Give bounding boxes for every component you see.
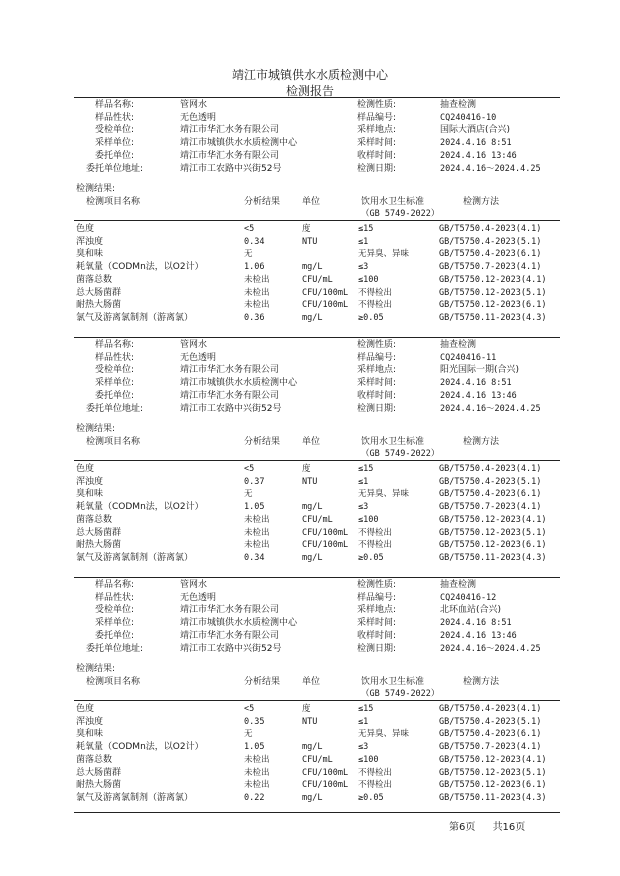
- cell-item: 臭和味: [76, 249, 104, 260]
- client-unit-value: 靖江市华汇水务有限公司: [180, 125, 280, 136]
- client-unit-value: 靖江市华汇水务有限公司: [180, 605, 280, 616]
- cell-item: 氯气及游离氯制剂（游离氯）: [76, 312, 194, 323]
- col-item-header: 检测项目名称: [86, 197, 141, 207]
- cell-item: 菌落总数: [76, 274, 113, 285]
- entrust-unit-label: 委托单位:: [95, 630, 135, 641]
- col-item-header: 检测项目名称: [86, 437, 141, 447]
- cell-item: 耗氧量（CODMn法，以O2计）: [76, 262, 204, 273]
- col-standard-ref: （GB 5749-2022）: [361, 689, 440, 699]
- test-nature-label: 检测性质:: [357, 340, 397, 350]
- cell-unit: CFU/100mL: [302, 540, 349, 551]
- cell-standard: ≤1: [358, 236, 369, 247]
- cell-result: 1.06: [244, 262, 265, 273]
- sampling-unit-label: 采样单位:: [95, 378, 135, 389]
- cell-standard: 不得检出: [358, 540, 393, 551]
- cell-method: GB/T5750.12-2023(4.1): [439, 754, 547, 765]
- cell-result: 0.37: [244, 476, 265, 487]
- cell-item: 耗氧量（CODMn法，以O2计）: [76, 502, 204, 513]
- receive-time-value: 2024.4.16 13:46: [440, 630, 517, 641]
- test-date-value: 2024.4.16～2024.4.25: [440, 403, 541, 414]
- page-total: 共16页: [492, 822, 526, 833]
- sampling-time-label: 采样时间:: [357, 378, 397, 389]
- cell-method: GB/T5750.12-2023(5.1): [439, 767, 547, 778]
- col-standard-ref: （GB 5749-2022）: [361, 449, 440, 459]
- cell-standard: ≤100: [358, 514, 379, 525]
- col-result-header: 分析结果: [244, 677, 281, 687]
- sampling-unit-label: 采样单位:: [95, 138, 135, 149]
- cell-standard: 不得检出: [358, 767, 393, 778]
- sample-no-label: 样品编号:: [357, 592, 397, 603]
- test-nature-label: 检测性质:: [357, 580, 397, 590]
- cell-unit: CFU/100mL: [302, 527, 349, 538]
- cell-result: <5: [244, 224, 255, 234]
- cell-unit: CFU/mL: [302, 754, 333, 765]
- cell-result: 未检出: [244, 527, 270, 538]
- col-standard-header: 饮用水卫生标准: [361, 677, 425, 687]
- sampling-unit-value: 靖江市城镇供水水质检测中心: [180, 138, 298, 149]
- col-method-header: 检测方法: [463, 677, 500, 687]
- sampling-unit-value: 靖江市城镇供水水质检测中心: [180, 378, 298, 389]
- col-standard-ref: （GB 5749-2022）: [361, 209, 440, 219]
- sampling-time-value: 2024.4.16 8:51: [440, 618, 512, 629]
- cell-result: <5: [244, 464, 255, 474]
- cell-unit: CFU/mL: [302, 274, 333, 285]
- cell-standard: ≤15: [358, 224, 374, 234]
- cell-standard: 无异臭、异味: [358, 489, 410, 500]
- receive-time-value: 2024.4.16 13:46: [440, 390, 517, 401]
- cell-standard: ≤15: [358, 704, 374, 714]
- sampling-unit-label: 采样单位:: [95, 618, 135, 629]
- cell-result: 未检出: [244, 300, 270, 311]
- cell-result: 0.35: [244, 716, 265, 727]
- cell-standard: 不得检出: [358, 780, 393, 791]
- cell-unit: 度: [302, 224, 311, 234]
- sample-no-label: 样品编号:: [357, 112, 397, 123]
- sampling-place-value: 阳光国际一期(合兴): [440, 365, 520, 376]
- cell-result: 无: [244, 249, 253, 260]
- cell-item: 氯气及游离氯制剂（游离氯）: [76, 792, 194, 803]
- sampling-place-value: 北环血站(合兴): [440, 605, 502, 616]
- cell-unit: mg/L: [302, 502, 323, 513]
- cell-method: GB/T5750.4-2023(5.1): [439, 236, 542, 247]
- entrust-unit-value: 靖江市华汇水务有限公司: [180, 630, 280, 641]
- receive-time-label: 收样时间:: [357, 150, 397, 161]
- cell-item: 耐热大肠菌: [76, 540, 122, 551]
- cell-method: GB/T5750.4-2023(6.1): [439, 489, 542, 500]
- col-method-header: 检测方法: [463, 437, 500, 447]
- sampling-place-label: 采样地点:: [357, 125, 397, 136]
- cell-result: 0.34: [244, 552, 265, 563]
- cell-item: 总大肠菌群: [76, 767, 122, 778]
- cell-result: 未检出: [244, 540, 270, 551]
- sampling-place-label: 采样地点:: [357, 605, 397, 616]
- cell-unit: mg/L: [302, 742, 323, 753]
- cell-method: GB/T5750.4-2023(6.1): [439, 249, 542, 260]
- col-unit-header: 单位: [302, 677, 321, 687]
- cell-item: 色度: [76, 464, 95, 474]
- cell-unit: mg/L: [302, 792, 323, 803]
- cell-item: 耐热大肠菌: [76, 300, 122, 311]
- table-header-rule: [74, 460, 560, 461]
- receive-time-label: 收样时间:: [357, 630, 397, 641]
- sample-name-value: 管网水: [180, 100, 208, 110]
- entrust-address-value: 靖江市工农路中兴街52号: [180, 643, 282, 654]
- cell-item: 耗氧量（CODMn法，以O2计）: [76, 742, 204, 753]
- cell-method: GB/T5750.12-2023(6.1): [439, 300, 547, 311]
- cell-result: 0.36: [244, 312, 265, 323]
- cell-unit: mg/L: [302, 312, 323, 323]
- cell-method: GB/T5750.7-2023(4.1): [439, 262, 542, 273]
- test-date-label: 检测日期:: [357, 403, 397, 414]
- entrust-unit-label: 委托单位:: [95, 390, 135, 401]
- cell-method: GB/T5750.11-2023(4.3): [439, 552, 547, 563]
- cell-result: 1.05: [244, 502, 265, 513]
- cell-item: 臭和味: [76, 489, 104, 500]
- test-nature-value: 抽查检测: [440, 580, 477, 590]
- cell-standard: 不得检出: [358, 287, 393, 298]
- test-date-label: 检测日期:: [357, 643, 397, 654]
- sample-name-label: 样品名称:: [95, 580, 135, 590]
- sampling-time-label: 采样时间:: [357, 138, 397, 149]
- col-method-header: 检测方法: [463, 197, 500, 207]
- section-top-rule: [74, 337, 560, 338]
- entrust-unit-value: 靖江市华汇水务有限公司: [180, 390, 280, 401]
- table-header-rule: [74, 220, 560, 221]
- entrust-unit-label: 委托单位:: [95, 150, 135, 161]
- cell-item: 菌落总数: [76, 754, 113, 765]
- cell-method: GB/T5750.12-2023(6.1): [439, 540, 547, 551]
- cell-unit: CFU/100mL: [302, 780, 349, 791]
- cell-standard: ≥0.05: [358, 312, 384, 323]
- cell-item: 总大肠菌群: [76, 527, 122, 538]
- entrust-address-value: 靖江市工农路中兴街52号: [180, 403, 282, 414]
- section-top-rule: [74, 97, 560, 98]
- cell-standard: ≤1: [358, 476, 369, 487]
- table-header-rule: [74, 700, 560, 701]
- cell-standard: ≥0.05: [358, 792, 384, 803]
- entrust-address-label: 委托单位地址:: [86, 403, 144, 414]
- cell-result: 1.05: [244, 742, 265, 753]
- cell-standard: ≤1: [358, 716, 369, 727]
- cell-result: 未检出: [244, 287, 270, 298]
- page-number: 第6页: [449, 822, 476, 833]
- sample-no-value: CQ240416-11: [440, 352, 497, 363]
- cell-result: 未检出: [244, 274, 270, 285]
- cell-method: GB/T5750.4-2023(5.1): [439, 716, 542, 727]
- entrust-unit-value: 靖江市华汇水务有限公司: [180, 150, 280, 161]
- sampling-unit-value: 靖江市城镇供水水质检测中心: [180, 618, 298, 629]
- test-nature-value: 抽查检测: [440, 340, 477, 350]
- receive-time-label: 收样时间:: [357, 390, 397, 401]
- section-top-rule: [74, 577, 560, 578]
- cell-standard: ≤100: [358, 274, 379, 285]
- test-date-value: 2024.4.16～2024.4.25: [440, 643, 541, 654]
- cell-result: 0.34: [244, 236, 265, 247]
- cell-method: GB/T5750.4-2023(6.1): [439, 729, 542, 740]
- cell-item: 色度: [76, 224, 95, 234]
- sample-trait-value: 无色透明: [180, 112, 217, 123]
- cell-method: GB/T5750.12-2023(5.1): [439, 527, 547, 538]
- client-unit-label: 受检单位:: [95, 125, 135, 136]
- cell-standard: 无异臭、异味: [358, 249, 410, 260]
- cell-standard: 不得检出: [358, 527, 393, 538]
- report-subtitle: 检测报告: [285, 84, 334, 98]
- cell-method: GB/T5750.12-2023(4.1): [439, 514, 547, 525]
- cell-method: GB/T5750.4-2023(5.1): [439, 476, 542, 487]
- cell-result: <5: [244, 704, 255, 714]
- sample-name-label: 样品名称:: [95, 100, 135, 110]
- cell-item: 菌落总数: [76, 514, 113, 525]
- sample-trait-value: 无色透明: [180, 592, 217, 603]
- cell-result: 未检出: [244, 780, 270, 791]
- cell-method: GB/T5750.4-2023(4.1): [439, 464, 542, 474]
- sample-name-label: 样品名称:: [95, 340, 135, 350]
- cell-item: 总大肠菌群: [76, 287, 122, 298]
- test-date-value: 2024.4.16～2024.4.25: [440, 163, 541, 174]
- cell-method: GB/T5750.11-2023(4.3): [439, 312, 547, 323]
- test-result-label: 检测结果:: [76, 184, 116, 194]
- test-date-label: 检测日期:: [357, 163, 397, 174]
- page-bottom-rule: [74, 812, 560, 813]
- sampling-time-label: 采样时间:: [357, 618, 397, 629]
- cell-result: 未检出: [244, 754, 270, 765]
- cell-item: 浑浊度: [76, 236, 104, 247]
- cell-method: GB/T5750.7-2023(4.1): [439, 742, 542, 753]
- cell-unit: CFU/100mL: [302, 287, 349, 298]
- cell-unit: 度: [302, 704, 311, 714]
- cell-result: 无: [244, 729, 253, 740]
- cell-unit: NTU: [302, 236, 318, 247]
- sample-no-label: 样品编号:: [357, 352, 397, 363]
- cell-standard: ≤3: [358, 502, 369, 513]
- col-result-header: 分析结果: [244, 437, 281, 447]
- report-title: 靖江市城镇供水水质检测中心: [231, 68, 388, 82]
- test-nature-label: 检测性质:: [357, 100, 397, 110]
- test-nature-value: 抽查检测: [440, 100, 477, 110]
- col-result-header: 分析结果: [244, 197, 281, 207]
- cell-method: GB/T5750.12-2023(5.1): [439, 287, 547, 298]
- sampling-place-label: 采样地点:: [357, 365, 397, 376]
- col-standard-header: 饮用水卫生标准: [361, 197, 425, 207]
- receive-time-value: 2024.4.16 13:46: [440, 150, 517, 161]
- cell-item: 臭和味: [76, 729, 104, 740]
- client-unit-label: 受检单位:: [95, 605, 135, 616]
- sampling-time-value: 2024.4.16 8:51: [440, 138, 512, 149]
- cell-result: 未检出: [244, 514, 270, 525]
- col-standard-header: 饮用水卫生标准: [361, 437, 425, 447]
- cell-unit: CFU/100mL: [302, 300, 349, 311]
- col-item-header: 检测项目名称: [86, 677, 141, 687]
- cell-unit: NTU: [302, 716, 318, 727]
- sample-name-value: 管网水: [180, 580, 208, 590]
- cell-standard: 不得检出: [358, 300, 393, 311]
- page-footer: [449, 818, 539, 833]
- test-result-label: 检测结果:: [76, 664, 116, 674]
- entrust-address-label: 委托单位地址:: [86, 643, 144, 654]
- cell-standard: ≤100: [358, 754, 379, 765]
- cell-method: GB/T5750.12-2023(6.1): [439, 780, 547, 791]
- cell-item: 耐热大肠菌: [76, 780, 122, 791]
- cell-unit: CFU/100mL: [302, 767, 349, 778]
- sampling-place-value: 国际大酒店(合兴): [440, 125, 511, 136]
- sampling-time-value: 2024.4.16 8:51: [440, 378, 512, 389]
- sample-trait-label: 样品性状:: [95, 592, 135, 603]
- sample-trait-value: 无色透明: [180, 352, 217, 363]
- client-unit-label: 受检单位:: [95, 365, 135, 376]
- cell-method: GB/T5750.4-2023(4.1): [439, 224, 542, 234]
- cell-standard: ≤3: [358, 742, 369, 753]
- cell-unit: mg/L: [302, 262, 323, 273]
- cell-method: GB/T5750.4-2023(4.1): [439, 704, 542, 714]
- col-unit-header: 单位: [302, 437, 321, 447]
- cell-standard: ≤15: [358, 464, 374, 474]
- sample-no-value: CQ240416-10: [440, 112, 497, 123]
- cell-method: GB/T5750.7-2023(4.1): [439, 502, 542, 513]
- cell-unit: mg/L: [302, 552, 323, 563]
- test-result-label: 检测结果:: [76, 424, 116, 434]
- cell-item: 浑浊度: [76, 716, 104, 727]
- sample-no-value: CQ240416-12: [440, 592, 497, 603]
- entrust-address-value: 靖江市工农路中兴街52号: [180, 163, 282, 174]
- cell-item: 色度: [76, 704, 95, 714]
- cell-standard: ≤3: [358, 262, 369, 273]
- client-unit-value: 靖江市华汇水务有限公司: [180, 365, 280, 376]
- cell-method: GB/T5750.12-2023(4.1): [439, 274, 547, 285]
- sample-trait-label: 样品性状:: [95, 112, 135, 123]
- cell-result: 未检出: [244, 767, 270, 778]
- cell-unit: 度: [302, 464, 311, 474]
- col-unit-header: 单位: [302, 197, 321, 207]
- sample-trait-label: 样品性状:: [95, 352, 135, 363]
- cell-standard: 无异臭、异味: [358, 729, 410, 740]
- entrust-address-label: 委托单位地址:: [86, 163, 144, 174]
- cell-result: 无: [244, 489, 253, 500]
- cell-item: 浑浊度: [76, 476, 104, 487]
- cell-item: 氯气及游离氯制剂（游离氯）: [76, 552, 194, 563]
- cell-unit: NTU: [302, 476, 318, 487]
- sample-name-value: 管网水: [180, 340, 208, 350]
- cell-standard: ≥0.05: [358, 552, 384, 563]
- cell-unit: CFU/mL: [302, 514, 333, 525]
- cell-method: GB/T5750.11-2023(4.3): [439, 792, 547, 803]
- cell-result: 0.22: [244, 792, 265, 803]
